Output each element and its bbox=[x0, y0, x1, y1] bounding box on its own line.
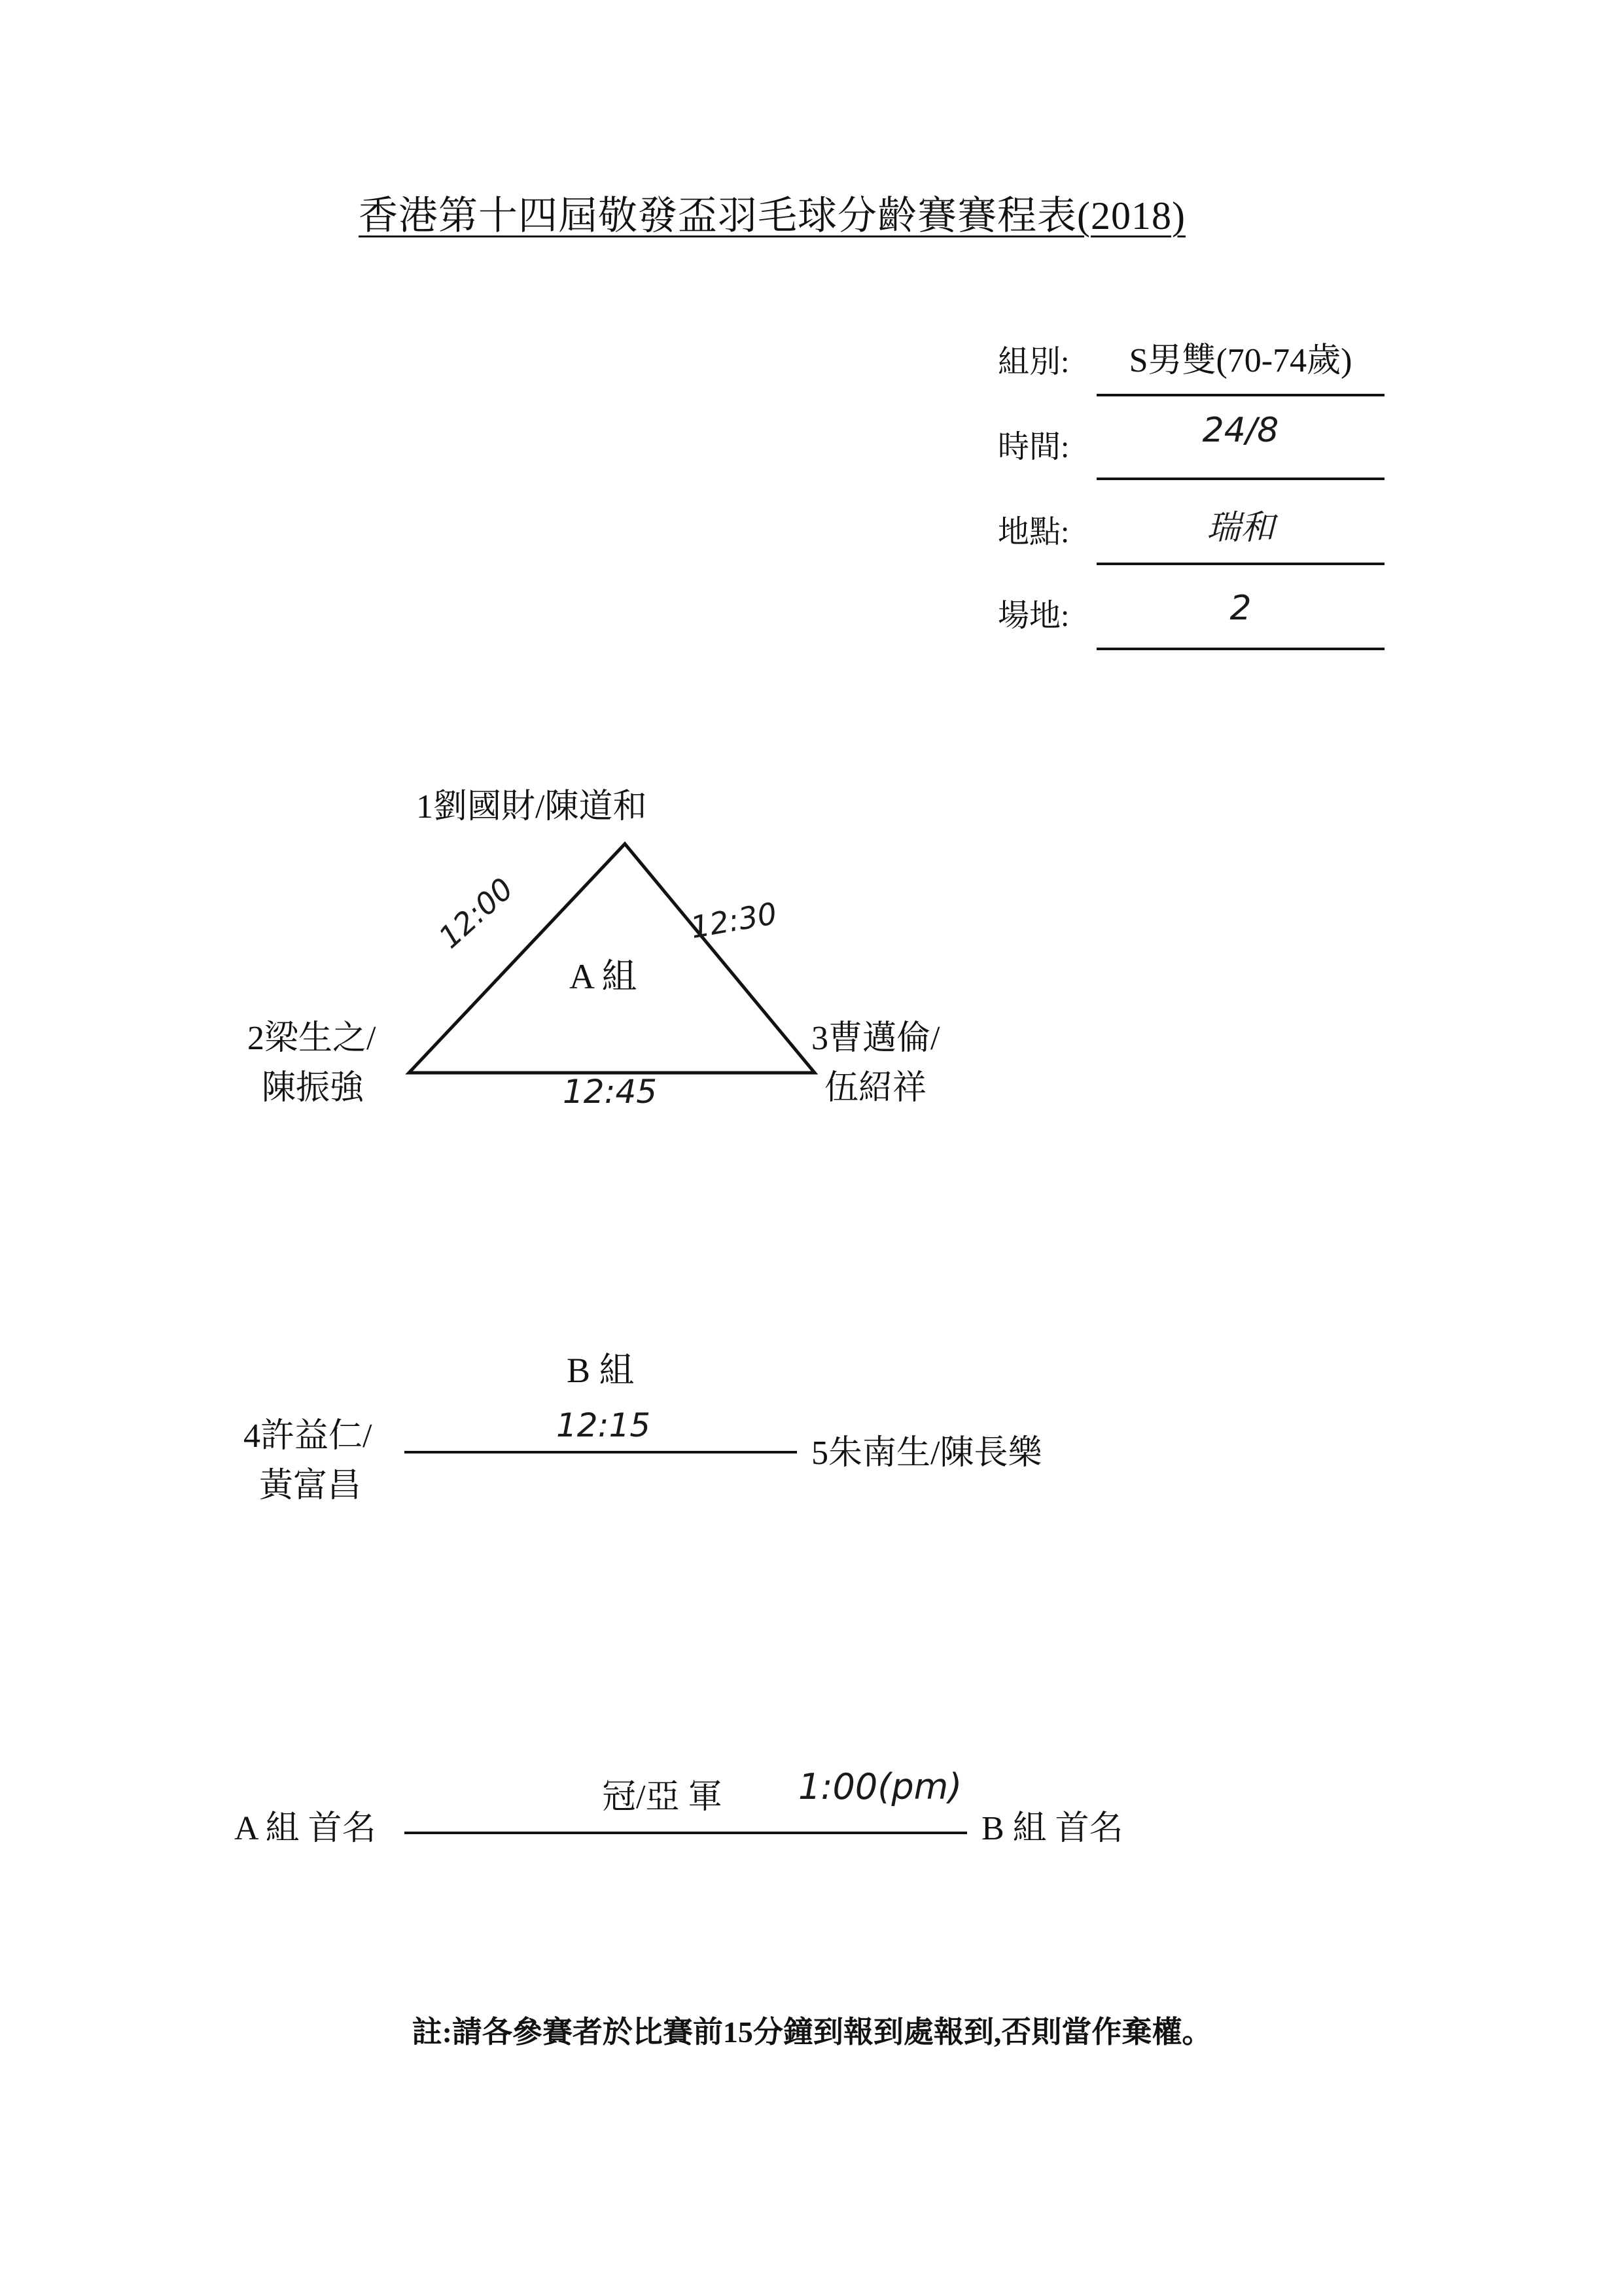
team-1: 1劉國財/陳道和 bbox=[416, 788, 647, 826]
category-label: 組別: bbox=[998, 345, 1070, 379]
time-4v5: 12:15 bbox=[556, 1406, 651, 1444]
team-2-line1: 2梁生之/ bbox=[247, 1020, 376, 1057]
team-4-line1: 4許益仁/ bbox=[243, 1418, 372, 1455]
category-value: S男雙(70-74歲) bbox=[1129, 342, 1352, 379]
team-4-line2: 黃富昌 bbox=[259, 1467, 362, 1505]
team-3-line2: 伍紹祥 bbox=[824, 1070, 927, 1107]
final-right-label: B 組 首名 bbox=[981, 1810, 1123, 1847]
group-b-match-line bbox=[404, 1451, 797, 1453]
time-1v3: 12:30 bbox=[688, 895, 780, 946]
team-2-line2: 陳振強 bbox=[262, 1070, 364, 1107]
venue-value: 瑞和 bbox=[1206, 508, 1275, 548]
venue-label: 地點: bbox=[998, 515, 1070, 549]
time-1v2: 12:00 bbox=[432, 871, 520, 956]
final-title: 冠/亞 軍 bbox=[602, 1779, 722, 1816]
date-label: 時間: bbox=[998, 430, 1070, 464]
group-a-label: A 組 bbox=[569, 957, 637, 996]
court-value: 2 bbox=[1229, 589, 1252, 628]
team-3-line1: 3曹邁倫/ bbox=[811, 1020, 940, 1057]
final-left-label: A 組 首名 bbox=[234, 1810, 376, 1847]
time-2v3: 12:45 bbox=[563, 1073, 658, 1111]
final-match-line bbox=[404, 1832, 967, 1834]
team-5: 5朱南生/陳長樂 bbox=[811, 1435, 1042, 1472]
footer-note: 註:請各參賽者於比賽前15分鐘到報到處報到,否則當作棄權。 bbox=[412, 2015, 1212, 2049]
final-time: 1:00(pm) bbox=[798, 1766, 962, 1807]
group-b-label: B 組 bbox=[567, 1351, 635, 1390]
title-text: 香港第十四屆敬發盃羽毛球分齡賽賽程表(2018) bbox=[359, 194, 1186, 237]
court-label: 場地: bbox=[998, 599, 1070, 633]
date-value: 24/8 bbox=[1202, 411, 1279, 450]
